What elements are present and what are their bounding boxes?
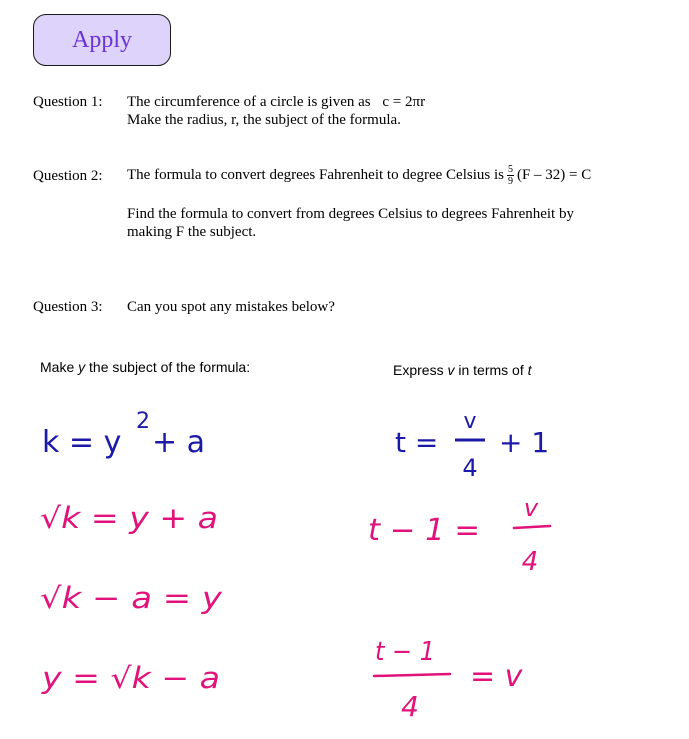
left-given-lhs: k = y — [42, 425, 122, 460]
right-heading-mid: in terms of — [454, 362, 528, 378]
right-hw-line-1-fraction-bar — [514, 526, 550, 528]
right-hw-line-1-denominator: 4 — [521, 547, 539, 577]
left-hw-line-2: √k − a = y — [40, 581, 223, 615]
right-heading-var: v — [447, 362, 455, 378]
question-1-line2: Make the radius, r, the subject of the formula. — [127, 112, 401, 128]
question-1-label: Question 1: — [33, 94, 103, 110]
question-2-line3: making F the subject. — [127, 224, 257, 240]
right-given-denominator: 4 — [462, 454, 478, 482]
question-1-text: The circumference of a circle is given as — [127, 94, 371, 110]
right-hw-line-2-denominator: 4 — [401, 690, 419, 723]
left-heading-post: the subject of the formula: — [85, 359, 251, 375]
left-given-exponent: 2 — [136, 409, 150, 434]
right-heading-var2: t — [527, 362, 532, 378]
left-hw-line-1: √k = y + a — [40, 501, 218, 535]
left-hw-line-3: y = √k − a — [40, 661, 220, 695]
question-3-label: Question 3: — [33, 299, 103, 315]
right-hw-line-2-fraction-bar — [374, 674, 450, 676]
right-given-lhs: t = — [395, 426, 439, 459]
question-2-formula: (F – 32) = C — [516, 167, 592, 183]
left-given-rhs: + a — [152, 425, 206, 460]
left-heading-pre: Make — [40, 359, 79, 375]
fraction-numerator: 5 — [507, 164, 513, 176]
left-heading-var: y — [78, 359, 86, 375]
question-2-label: Question 2: — [33, 168, 103, 184]
apply-button[interactable]: Apply — [33, 14, 171, 66]
right-given-numerator: v — [463, 409, 477, 434]
question-3-text: Can you spot any mistakes below? — [127, 299, 335, 315]
right-heading-pre: Express — [393, 362, 448, 378]
question-1-formula: c = 2πr — [382, 94, 426, 110]
right-hw-line-2-numerator: t − 1 — [375, 637, 435, 667]
question-2-text: The formula to convert degrees Fahrenheit to degree Celsius is — [127, 167, 504, 183]
right-hw-line-1-lhs: t − 1 = — [368, 513, 480, 548]
right-hw-line-1-numerator: v — [523, 494, 539, 522]
question-2-line2: Find the formula to convert from degrees Celsius to degrees Fahrenheit by — [127, 206, 574, 222]
right-given-rhs: + 1 — [499, 426, 550, 459]
fraction-denominator: 9 — [507, 176, 513, 188]
right-hw-line-2-rhs: = v — [470, 659, 523, 694]
